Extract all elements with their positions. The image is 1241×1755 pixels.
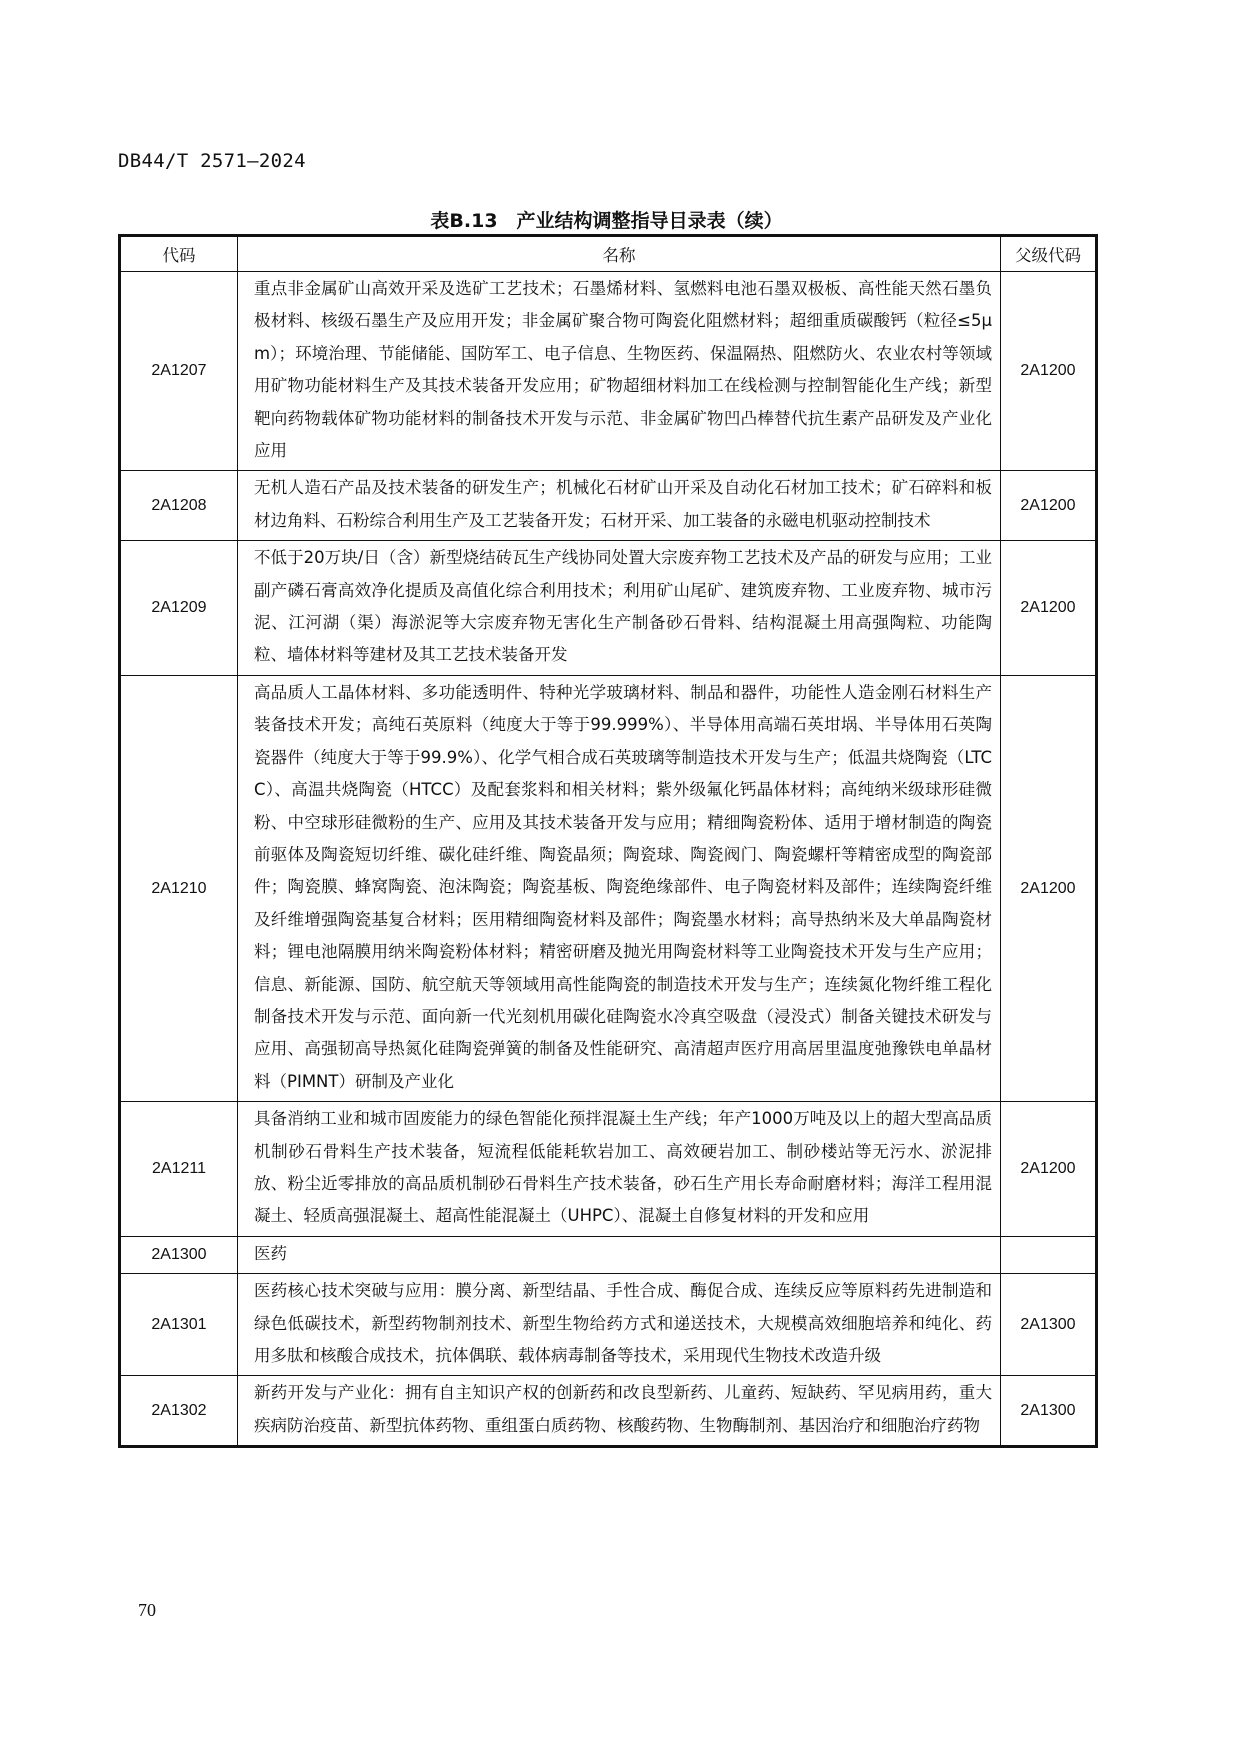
table-title: 表B.13 产业结构调整指导目录表（续） bbox=[430, 210, 783, 232]
code-cell: 2A1210 bbox=[120, 675, 238, 1101]
parent-code-cell bbox=[1001, 1236, 1097, 1273]
column-header-code: 代码 bbox=[120, 236, 238, 272]
table-row bbox=[120, 675, 1097, 1101]
table-row bbox=[120, 541, 1097, 676]
table-row bbox=[120, 272, 1097, 471]
page-number: 70 bbox=[138, 1600, 156, 1620]
column-header-name: 名称 bbox=[238, 236, 1001, 272]
table-row bbox=[120, 1376, 1097, 1447]
code-cell: 2A1209 bbox=[120, 541, 238, 676]
name-cell: 无机人造石产品及技术装备的研发生产；机械化石材矿山开采及自动化石材加工技术；矿石碎料和板材边角料、石粉综合利用生产及工艺装备开发；石材开采、加工装备的永磁电机驱动控制技术 bbox=[238, 471, 1001, 541]
code-cell: 2A1301 bbox=[120, 1274, 238, 1376]
name-cell: 不低于20万块/日（含）新型烧结砖瓦生产线协同处置大宗废弃物工艺技术及产品的研发与应用；工业副产磷石膏高效净化提质及高值化综合利用技术；利用矿山尾矿、建筑废弃物、工业废弃物、城市污泥、江河湖（渠）海淤泥等大宗废弃物无害化生产制备砂石骨料、结构混凝土用高强陶粒、功能陶粒、墙体材料等建材及其工艺技术装备开发 bbox=[238, 541, 1001, 676]
parent-code-cell: 2A1200 bbox=[1001, 541, 1097, 676]
code-cell: 2A1302 bbox=[120, 1376, 238, 1447]
name-cell: 高品质人工晶体材料、多功能透明件、特种光学玻璃材料、制品和器件，功能性人造金刚石材料生产装备技术开发；高纯石英原料（纯度大于等于99.999%）、半导体用高端石英坩埚、半导体用石英陶瓷器件（纯度大于等于99.9%）、化学气相合成石英玻璃等制造技术开发与生产；低温共烧陶瓷（LTCC）、高温共烧陶瓷（HTCC）及配套浆料和相关材料；紫外级氟化钙晶体材料；高纯纳米级球形硅微粉、中空球形硅微粉的生产、应用及其技术装备开发与应用；精细陶瓷粉体、适用于增材制造的陶瓷前驱体及陶瓷短切纤维、碳化硅纤维、陶瓷晶须；陶瓷球、陶瓷阀门、陶瓷螺杆等精密成型的陶瓷部件；陶瓷膜、蜂窝陶瓷、泡沫陶瓷；陶瓷基板、陶瓷绝缘部件、电子陶瓷材料及部件；连续陶瓷纤维及纤维增强陶瓷基复合材料；医用精细陶瓷材料及部件；陶瓷墨水材料；高导热纳米及大单晶陶瓷材料；锂电池隔膜用纳米陶瓷粉体材料；精密研磨及抛光用陶瓷材料等工业陶瓷技术开发与生产应用；信息、新能源、国防、航空航天等领域用高性能陶瓷的制造技术开发与生产；连续氮化物纤维工程化制备技术开发与示范、面向新一代光刻机用碳化硅陶瓷水冷真空吸盘（浸没式）制备关键技术研发与应用、高强韧高导热氮化硅陶瓷弹簧的制备及性能研究、高清超声医疗用高居里温度弛豫铁电单晶材料（PIMNT）研制及产业化 bbox=[238, 675, 1001, 1101]
column-header-parent-code: 父级代码 bbox=[1001, 236, 1097, 272]
table-row bbox=[120, 1274, 1097, 1376]
table-row bbox=[120, 1102, 1097, 1237]
parent-code-cell: 2A1300 bbox=[1001, 1274, 1097, 1376]
table-row bbox=[120, 471, 1097, 541]
parent-code-cell: 2A1200 bbox=[1001, 1102, 1097, 1237]
parent-code-cell: 2A1200 bbox=[1001, 471, 1097, 541]
name-cell: 医药 bbox=[238, 1236, 1001, 1273]
name-cell: 具备消纳工业和城市固废能力的绿色智能化预拌混凝土生产线；年产1000万吨及以上的超大型高品质机制砂石骨料生产技术装备，短流程低能耗软岩加工、高效硬岩加工、制砂楼站等无污水、淤泥排放、粉尘近零排放的高品质机制砂石骨料生产技术装备，砂石生产用长寿命耐磨材料；海洋工程用混凝土、轻质高强混凝土、超高性能混凝土（UHPC）、混凝土自修复材料的开发和应用 bbox=[238, 1102, 1001, 1237]
table-header-row bbox=[120, 236, 1097, 272]
name-cell: 重点非金属矿山高效开采及选矿工艺技术；石墨烯材料、氢燃料电池石墨双极板、高性能天然石墨负极材料、核级石墨生产及应用开发；非金属矿聚合物可陶瓷化阻燃材料；超细重质碳酸钙（粒径≤5μm）；环境治理、节能储能、国防军工、电子信息、生物医药、保温隔热、阻燃防火、农业农村等领域用矿物功能材料生产及其技术装备开发应用；矿物超细材料加工在线检测与控制智能化生产线；新型靶向药物载体矿物功能材料的制备技术开发与示范、非金属矿物凹凸棒替代抗生素产品研发及产业化应用 bbox=[238, 272, 1001, 471]
name-cell: 医药核心技术突破与应用：膜分离、新型结晶、手性合成、酶促合成、连续反应等原料药先进制造和绿色低碳技术，新型药物制剂技术、新型生物给药方式和递送技术，大规模高效细胞培养和纯化、药用多肽和核酸合成技术，抗体偶联、载体病毒制备等技术，采用现代生物技术改造升级 bbox=[238, 1274, 1001, 1376]
code-cell: 2A1208 bbox=[120, 471, 238, 541]
code-cell: 2A1207 bbox=[120, 272, 238, 471]
parent-code-cell: 2A1200 bbox=[1001, 675, 1097, 1101]
parent-code-cell: 2A1200 bbox=[1001, 272, 1097, 471]
name-cell: 新药开发与产业化：拥有自主知识产权的创新药和改良型新药、儿童药、短缺药、罕见病用药，重大疾病防治疫苗、新型抗体药物、重组蛋白质药物、核酸药物、生物酶制剂、基因治疗和细胞治疗药物 bbox=[238, 1376, 1001, 1447]
code-cell: 2A1300 bbox=[120, 1236, 238, 1273]
parent-code-cell: 2A1300 bbox=[1001, 1376, 1097, 1447]
catalog-table bbox=[118, 234, 1098, 1448]
table-row bbox=[120, 1236, 1097, 1273]
code-cell: 2A1211 bbox=[120, 1102, 238, 1237]
document-header: DB44/T 2571—2024 bbox=[118, 150, 306, 172]
catalog-table-container bbox=[118, 234, 1095, 1448]
